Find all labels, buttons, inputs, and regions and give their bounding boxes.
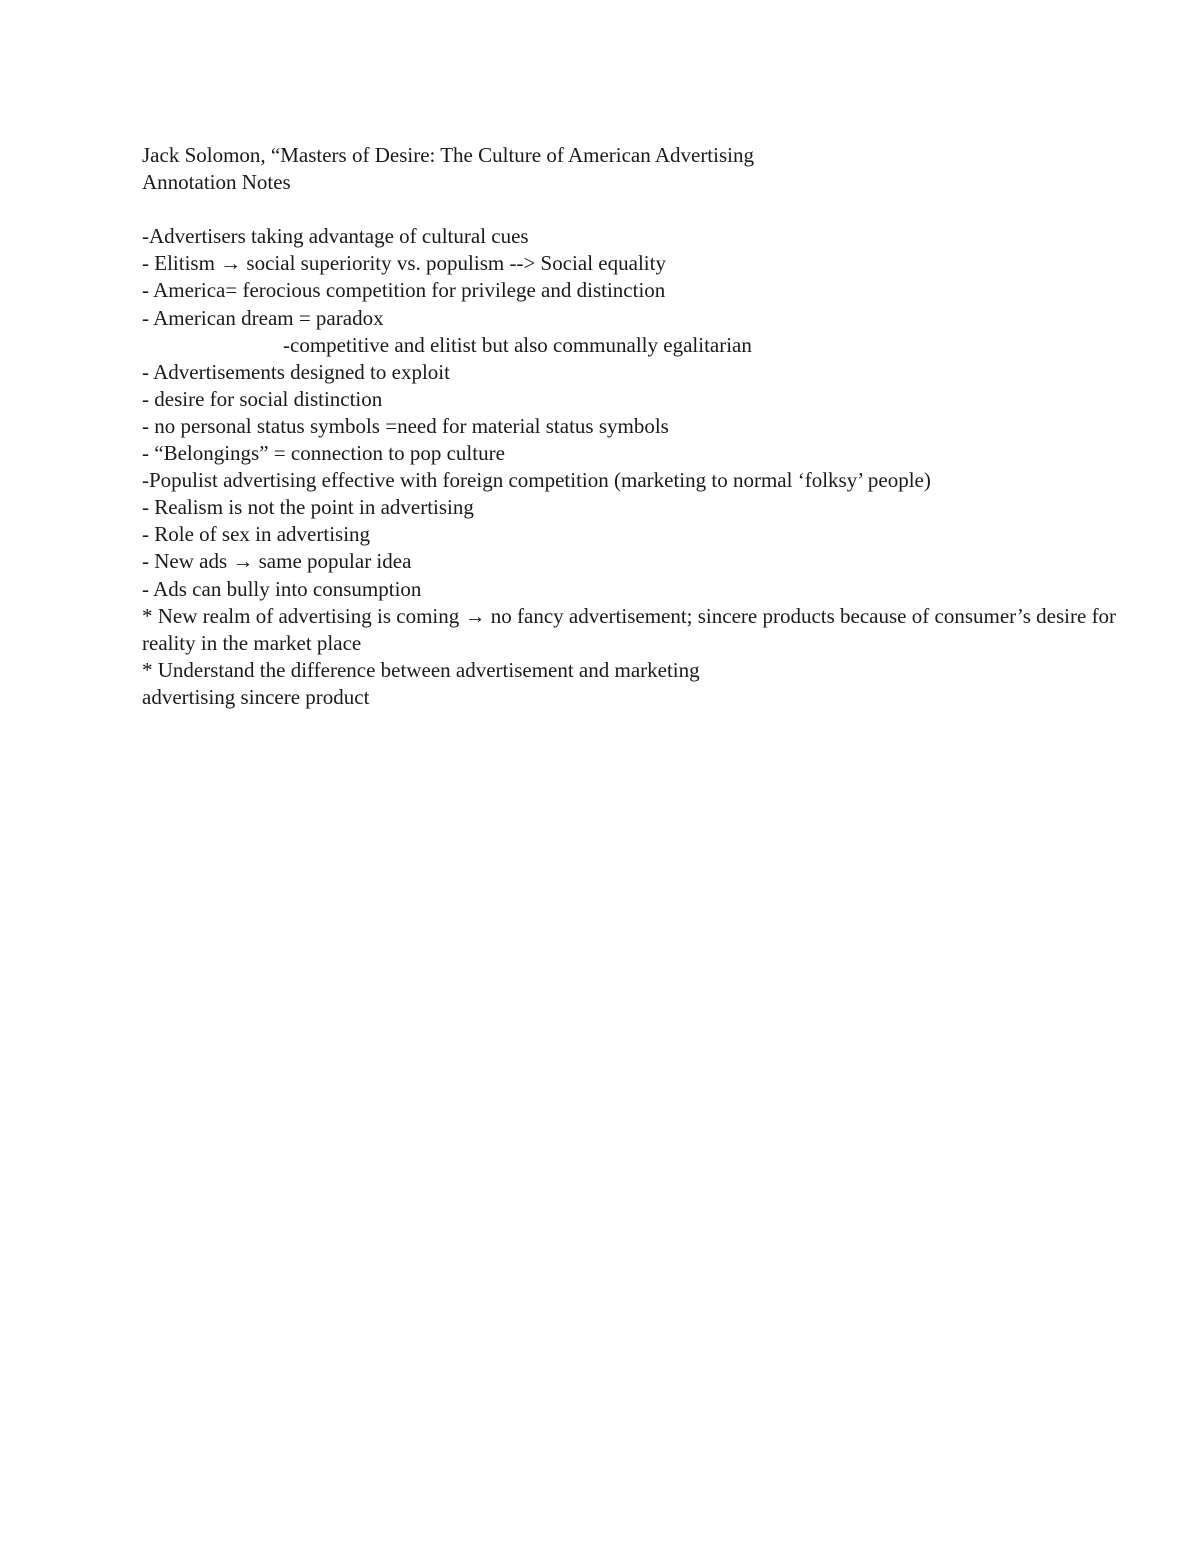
note-line: - Elitism → social superiority vs. populism --> Social equality (142, 251, 666, 276)
document-subtitle: Annotation Notes (142, 170, 291, 195)
note-line: - no personal status symbols =need for material status symbols (142, 413, 669, 438)
document-title: Jack Solomon, “Masters of Desire: The Culture of American Advertising (142, 143, 754, 167)
note-line-indented: -competitive and elitist but also communally egalitarian (283, 332, 752, 357)
note-line: - Realism is not the point in advertising (142, 495, 474, 520)
blank-line (142, 196, 1142, 223)
note-line: - Advertisements designed to exploit (142, 359, 450, 384)
note-line: -Populist advertising effective with foreign competition (marketing to normal ‘folksy’ people) (142, 468, 931, 493)
note-line: advertising sincere product (142, 684, 370, 709)
note-line: - American dream = paradox (142, 305, 384, 330)
note-line: - America= ferocious competition for privilege and distinction (142, 278, 666, 303)
annotation-notes (142, 142, 1142, 711)
note-line: - “Belongings” = connection to pop culture (142, 441, 505, 466)
note-line: -Advertisers taking advantage of cultural cues (142, 224, 529, 249)
note-line: - desire for social distinction (142, 386, 383, 411)
note-line: - Ads can bully into consumption (142, 576, 422, 601)
note-line: - New ads → same popular idea (142, 549, 412, 574)
note-line-wrapped: * New realm of advertising is coming → no fancy advertisement; sincere products because of consumer’s desire for reality in the market place (142, 603, 1117, 655)
note-line: - Role of sex in advertising (142, 522, 371, 547)
note-line: * Understand the difference between advertisement and marketing (142, 657, 700, 682)
